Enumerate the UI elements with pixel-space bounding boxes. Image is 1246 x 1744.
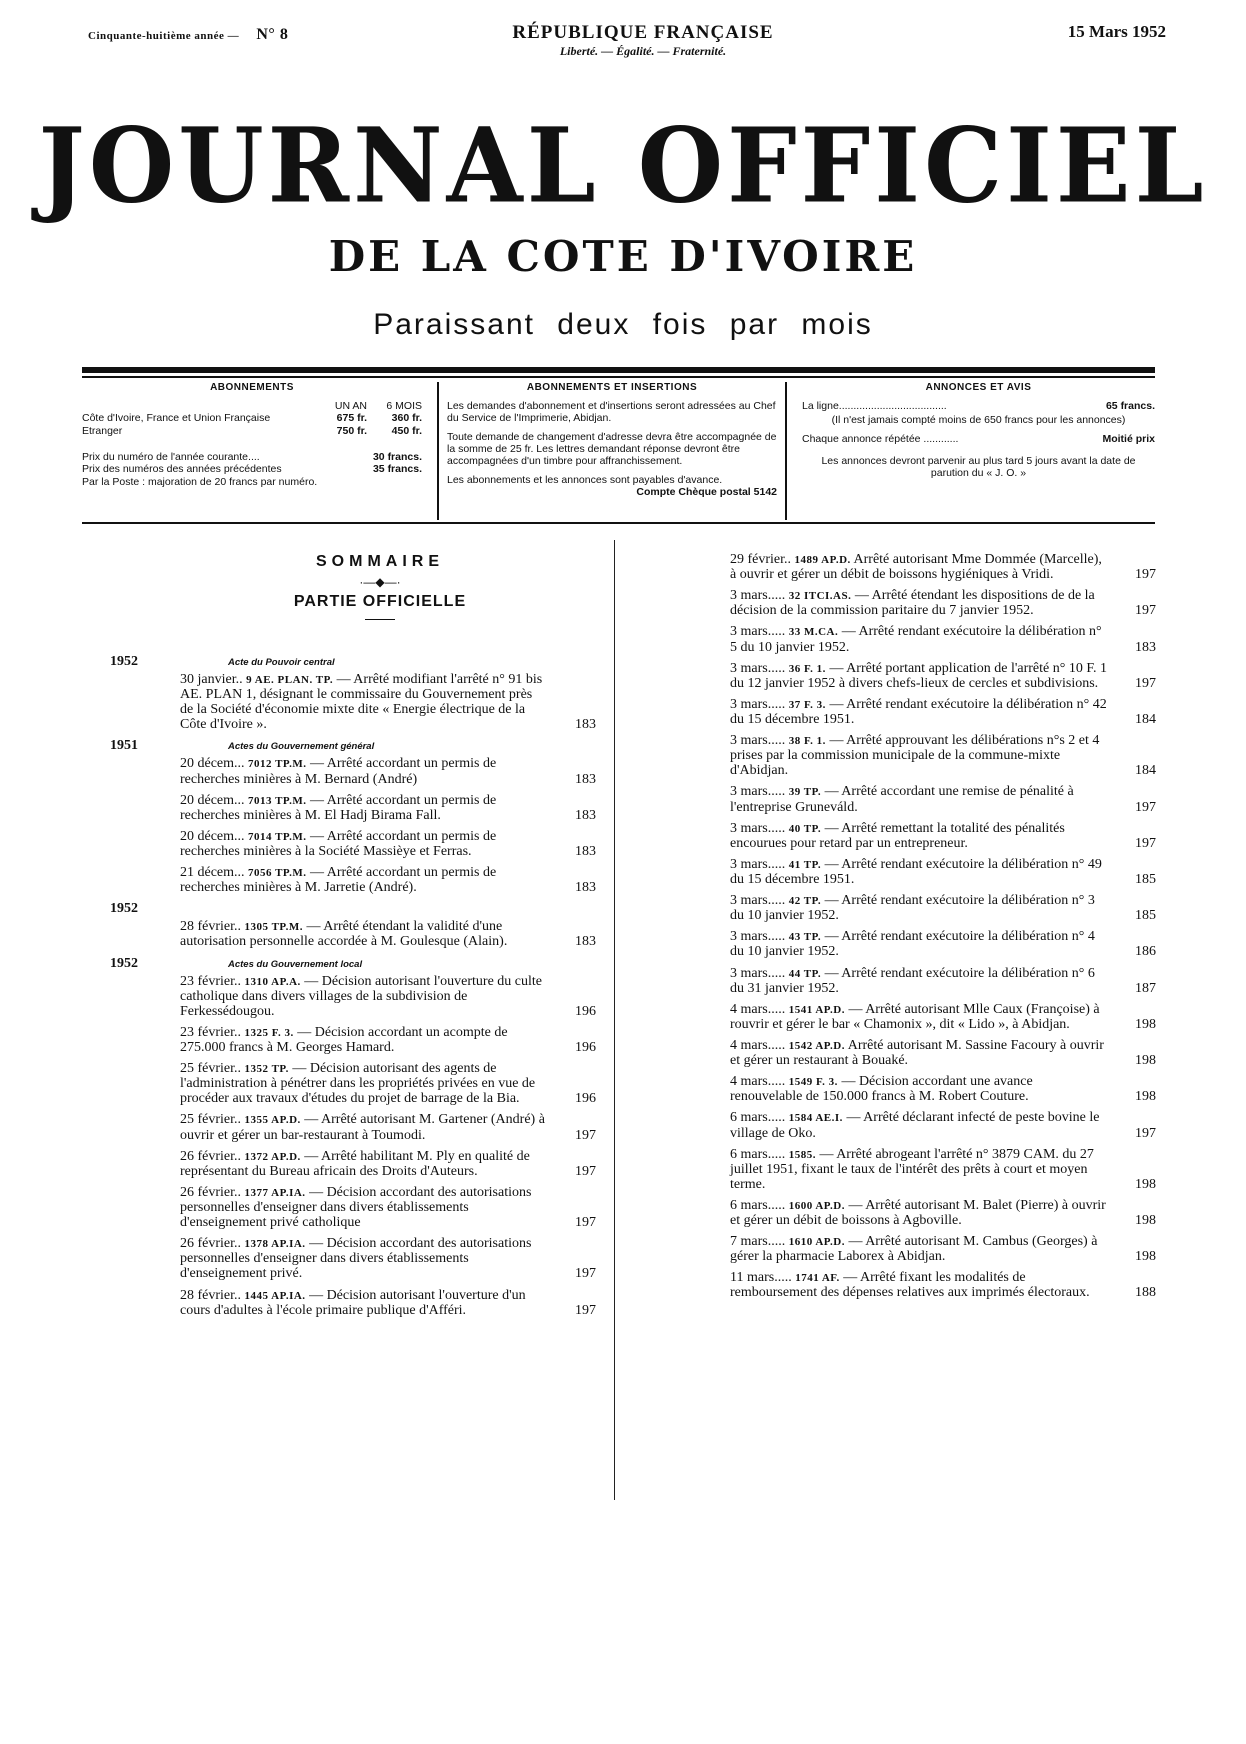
entry-description: — Arrêté habilitant M. Ply en qualité de représentant du Bureau africain des Droits d'Auteurs. xyxy=(180,1148,530,1179)
masthead-rule xyxy=(82,367,1155,373)
price-label: Par la Poste : majoration de 20 francs par numéro. xyxy=(82,475,318,488)
line-value: 65 francs. xyxy=(1105,399,1155,412)
sommaire-entry xyxy=(76,1025,596,1055)
entry-ref: 38 F. 1. xyxy=(788,735,826,748)
year-text: Cinquante-huitième année xyxy=(88,30,225,42)
entry-page: 197 xyxy=(575,1163,596,1179)
entry-ref: 37 F. 3. xyxy=(788,698,826,711)
entry-date: 20 décem... xyxy=(180,756,245,772)
entry-page: 197 xyxy=(1135,675,1156,691)
entry-date: 7 mars..... xyxy=(730,1234,786,1250)
entry-date: 4 mars..... xyxy=(730,1074,786,1090)
entry-text xyxy=(626,1110,1108,1140)
entry-date: 21 décem... xyxy=(180,865,245,881)
entry-ref: 1584 AE.I. xyxy=(788,1112,843,1125)
entry-page: 183 xyxy=(575,843,596,859)
entry-text xyxy=(76,672,548,732)
annonces-deadline: Les annonces devront parvenir au plus tard 5 jours avant la date de parution du « J. O. » xyxy=(821,454,1136,480)
entry-text xyxy=(76,1149,548,1179)
issue-date: 15 Mars 1952 xyxy=(1067,22,1166,41)
row-label: Côte d'Ivoire, France et Union Française xyxy=(82,412,271,425)
entry-description: — Arrêté modifiant l'arrêté n° 91 bis AE. PLAN 1, désignant le commissaire du Gouvernement près de la Société d'économie mixte dite « Energie électrique de la Côte d'Ivoire ». xyxy=(180,672,543,733)
entry-page: 185 xyxy=(1135,908,1156,924)
entry-page: 197 xyxy=(575,1215,596,1231)
entry-page: 197 xyxy=(575,1266,596,1282)
entry-page: 197 xyxy=(575,1302,596,1318)
entry-page: 183 xyxy=(575,807,596,823)
entry-description: — Décision accordant des autorisations personnelles d'enseigner dans divers établissements d'enseignement privé. xyxy=(180,1236,532,1282)
sommaire-entry xyxy=(626,697,1156,727)
insertions-p2: Toute demande de changement d'adresse devra être accompagnée de la somme de 25 fr. Les lettres demandant réponse devront être accompagnées d'un timbre pour affranchissement. xyxy=(447,430,777,468)
entry-ref: 36 F. 1. xyxy=(788,662,826,675)
entry-page: 196 xyxy=(575,1039,596,1055)
entry-text xyxy=(626,857,1108,887)
subscriptions-block xyxy=(82,382,1155,520)
journal-subtitle: DE LA COTE D'IVOIRE xyxy=(328,232,918,281)
entry-text xyxy=(76,919,548,949)
entry-date: 3 mars..... xyxy=(730,820,786,836)
entry-ref: 1377 AP.IA. xyxy=(244,1186,306,1199)
sommaire-entry xyxy=(626,552,1156,582)
annonces-box xyxy=(802,382,1155,520)
entry-ref: 1542 AP.D. xyxy=(788,1039,845,1052)
entry-page: 198 xyxy=(1135,1053,1156,1069)
sommaire-entry xyxy=(626,857,1156,887)
line-price xyxy=(802,400,1155,412)
sommaire-entry xyxy=(626,821,1156,851)
entry-ref: 40 TP. xyxy=(788,822,822,835)
sommaire-entry xyxy=(626,1074,1156,1104)
entry-date: 3 mars..... xyxy=(730,588,786,604)
year-label: 1952 xyxy=(110,654,138,669)
repeat-value: Moitié prix xyxy=(1102,432,1155,445)
entry-page: 196 xyxy=(575,1091,596,1107)
entry-date: 4 mars..... xyxy=(730,1037,786,1053)
sommaire-left-column xyxy=(76,650,596,1324)
entry-page: 198 xyxy=(1135,1176,1156,1192)
sommaire-entry xyxy=(76,1185,596,1230)
entry-description: — Arrêté rendant exécutoire la délibération n° 5 du 10 janvier 1952. xyxy=(730,624,1102,655)
entry-ref: 41 TP. xyxy=(788,858,822,871)
annonces-note: (Il n'est jamais compté moins de 650 francs pour les annonces) xyxy=(831,414,1126,427)
sommaire-rule xyxy=(365,619,395,620)
section-label: Acte du Pouvoir central xyxy=(228,657,335,668)
entry-description: — Arrêté étendant la validité d'une autorisation personnelle accordée à M. Goulesque (Alain). xyxy=(180,919,508,950)
entry-text xyxy=(76,793,548,823)
entry-ref: 1325 F. 3. xyxy=(244,1026,294,1039)
sommaire-entry xyxy=(76,793,596,823)
sommaire-entry xyxy=(626,1234,1156,1264)
entry-ref: 1378 AP.IA. xyxy=(244,1238,306,1251)
entry-description: — Arrêté accordant un permis de recherches minières à la Société Massièye et Ferras. xyxy=(180,828,497,859)
entry-date: 3 mars..... xyxy=(730,965,786,981)
section-label: Actes du Gouvernement local xyxy=(228,958,363,970)
entry-description: — Arrêté rendant exécutoire la délibération n° 42 du 15 décembre 1951. xyxy=(730,696,1107,727)
entry-text xyxy=(626,1198,1108,1228)
entry-text xyxy=(626,588,1108,618)
entry-date: 25 février.. xyxy=(180,1061,242,1077)
entry-description: — Arrêté autorisant M. Gartener (André) à ouvrir et gérer un bar-restaurant à Toumodi. xyxy=(180,1112,545,1143)
entry-date: 23 février.. xyxy=(180,1024,242,1040)
entry-date: 3 mars..... xyxy=(730,624,786,640)
partie-officielle: PARTIE OFFICIELLE xyxy=(293,593,467,610)
insertions-p3-text: Les abonnements et les annonces sont payables d'avance. xyxy=(447,473,723,486)
abonnements-heading: ABONNEMENTS xyxy=(210,382,294,393)
entry-page: 197 xyxy=(1135,799,1156,815)
sommaire-entry xyxy=(626,1002,1156,1032)
entry-ref: 1610 AP.D. xyxy=(788,1236,845,1249)
entry-text xyxy=(626,893,1108,923)
entry-page: 183 xyxy=(575,934,596,950)
entry-ref: 32 ITCI.AS. xyxy=(788,590,852,603)
entry-page: 183 xyxy=(1135,639,1156,655)
sommaire-entry xyxy=(76,829,596,859)
entry-date: 20 décem... xyxy=(180,828,245,844)
sommaire-entry xyxy=(76,865,596,895)
entry-page: 196 xyxy=(575,1003,596,1019)
entry-date: 25 février.. xyxy=(180,1112,242,1128)
entry-page: 183 xyxy=(575,771,596,787)
entry-text xyxy=(76,1288,548,1318)
insertions-box xyxy=(437,382,787,520)
price-line xyxy=(82,463,422,475)
entry-page: 184 xyxy=(1135,711,1156,727)
price-label: Prix du numéro de l'année courante.... xyxy=(82,450,260,463)
entry-description: Arrêté autorisant M. Sassine Facoury à ouvrir et gérer un restaurant à Bouaké. xyxy=(730,1037,1104,1069)
year-heading xyxy=(110,956,596,972)
annonces-heading: ANNONCES ET AVIS xyxy=(925,382,1032,393)
entry-text xyxy=(626,1074,1108,1104)
year-label: 1951 xyxy=(110,738,138,754)
year-label: 1952 xyxy=(110,955,138,971)
entry-date: 3 mars..... xyxy=(730,784,786,800)
separator: — xyxy=(227,30,240,42)
header-bar xyxy=(88,22,1166,62)
republic-block xyxy=(468,22,818,59)
sommaire-entry xyxy=(76,1236,596,1281)
journal-tagline: Paraissant deux fois par mois xyxy=(373,308,873,341)
postal-account: Compte Chèque postal 5142 xyxy=(636,486,777,499)
entry-description: — Arrêté fixant les modalités de remboursement des dépenses relatives aux imprimés électoraux. xyxy=(730,1270,1090,1301)
sommaire-entry xyxy=(626,1147,1156,1192)
entry-page: 197 xyxy=(1135,1125,1156,1141)
col-six: 6 MOIS xyxy=(386,399,422,412)
sommaire-entry xyxy=(626,733,1156,778)
entry-text xyxy=(626,929,1108,959)
entry-text xyxy=(626,966,1108,996)
entry-ref: 42 TP. xyxy=(788,895,822,908)
entry-ref: 1549 F. 3. xyxy=(788,1076,838,1089)
entry-date: 6 mars..... xyxy=(730,1110,786,1126)
entry-description: — Arrêté accordant un permis de recherches minières à M. El Hadj Birama Fall. xyxy=(180,792,497,823)
entry-ref: 1489 AP.D. xyxy=(794,554,851,566)
entry-text xyxy=(626,821,1108,851)
column-divider xyxy=(614,540,615,1500)
entry-description: — Arrêté rendant exécutoire la délibération n° 6 du 31 janvier 1952. xyxy=(730,965,1095,996)
entry-ref: 1310 AP.A. xyxy=(244,975,301,988)
entry-date: 23 février.. xyxy=(180,973,242,989)
entry-ref: 1352 TP. xyxy=(244,1063,289,1076)
entry-text xyxy=(76,1185,548,1230)
entry-description: — Arrêté autorisant M. Balet (Pierre) à ouvrir et gérer un débit de boissons à Agboville. xyxy=(730,1197,1106,1229)
entry-description: — Arrêté rendant exécutoire la délibération n° 49 du 15 décembre 1951. xyxy=(730,856,1102,887)
sommaire-entry xyxy=(626,929,1156,959)
sommaire-entry xyxy=(76,919,596,949)
sommaire-entry xyxy=(76,756,596,786)
sommaire-entry xyxy=(76,1288,596,1318)
sommaire-entry xyxy=(626,784,1156,814)
entry-text xyxy=(626,733,1108,778)
entry-ref: 1585. xyxy=(788,1148,816,1161)
journal-title: JOURNAL OFFICIEL xyxy=(38,106,1208,227)
entry-date: 28 février.. xyxy=(180,1287,242,1303)
entry-description: — Arrêté déclarant infecté de peste bovine le village de Oko. xyxy=(730,1110,1100,1141)
entry-ref: 9 AE. PLAN. TP. xyxy=(246,674,334,686)
entry-page: 183 xyxy=(575,717,596,733)
entry-description: Arrêté autorisant Mme Dommée (Marcelle), à ouvrir et gérer un débit de boissons hygiéniques à Vridi. xyxy=(730,552,1102,583)
entry-description: — Décision accordant une avance renouvelable de 150.000 francs à M. Robert Couture. xyxy=(730,1074,1033,1105)
entry-description: — Arrêté étendant les dispositions de de la décision de la commission paritaire du 7 janvier 1952. xyxy=(730,588,1095,619)
price-label: Prix des numéros des années précédentes xyxy=(82,463,282,476)
sommaire-entry xyxy=(626,661,1156,691)
sommaire-entry xyxy=(626,624,1156,654)
repeat-label: Chaque annonce répétée ............ xyxy=(802,432,959,445)
entry-text xyxy=(76,1236,548,1281)
entry-ref: 1305 TP.M. xyxy=(244,921,304,934)
entry-text xyxy=(626,1038,1108,1068)
entry-description: — Décision autorisant des agents de l'administration à pénétrer dans les propriétés privées en vue de procéder aux travaux d'études du projet de barrage de la Bia. xyxy=(180,1061,536,1107)
repeat-price xyxy=(802,433,1155,445)
entry-page: 183 xyxy=(575,880,596,896)
entry-text xyxy=(626,784,1108,814)
entry-description: — Décision accordant des autorisations personnelles d'enseigner dans divers établissements d'enseignement privé catholique xyxy=(180,1184,532,1231)
sommaire-entry xyxy=(76,1061,596,1106)
entry-date: 26 février.. xyxy=(180,1236,242,1252)
entry-date: 3 mars..... xyxy=(730,660,786,676)
sommaire-heading xyxy=(180,553,580,620)
sommaire-entry xyxy=(76,672,596,732)
entry-page: 187 xyxy=(1135,980,1156,996)
sommaire-entry xyxy=(626,966,1156,996)
entry-ref: 1355 AP.D. xyxy=(244,1114,301,1127)
subscriptions-rule xyxy=(82,522,1155,524)
entry-date: 26 février.. xyxy=(180,1184,242,1200)
insertions-p1: Les demandes d'abonnement et d'insertions seront adressées au Chef du Service de l'Imprimerie, Abidjan. xyxy=(447,399,776,425)
entry-text xyxy=(626,624,1108,654)
masthead-rule-thin xyxy=(82,376,1155,378)
entry-text xyxy=(626,1234,1108,1264)
year-label: 1952 xyxy=(110,901,138,917)
entry-page: 188 xyxy=(1135,1285,1156,1301)
entry-description: — Arrêté rendant exécutoire la délibération n° 4 du 10 janvier 1952. xyxy=(730,929,1095,960)
entry-description: — Arrêté portant application de l'arrêté n° 10 F. 1 du 12 janvier 1952 à divers chefs-lieux de cercles et subdivisions. xyxy=(730,660,1108,691)
insertions-heading: ABONNEMENTS ET INSERTIONS xyxy=(526,382,698,393)
entry-page: 186 xyxy=(1135,944,1156,960)
entry-text xyxy=(626,552,1108,582)
entry-ref: 43 TP. xyxy=(788,931,822,944)
entry-page: 198 xyxy=(1135,1249,1156,1265)
col-year: UN AN xyxy=(334,399,367,412)
entry-description: — Décision autorisant l'ouverture du culte catholique dans divers villages de la subdivision de Ferkessédougou. xyxy=(180,973,543,1019)
entry-description: — Décision accordant un acompte de 275.000 francs à M. Georges Hamard. xyxy=(180,1024,508,1055)
entry-description: — Arrêté autorisant Mlle Caux (Françoise) à rouvrir et gérer le bar « Chamonix », dit « Lido », à Abidjan. xyxy=(730,1001,1100,1032)
entry-text xyxy=(626,1147,1108,1192)
entry-date: 3 mars..... xyxy=(730,733,786,749)
entry-ref: 1445 AP.IA. xyxy=(244,1289,306,1302)
entry-description: — Arrêté autorisant M. Cambus (Georges) à gérer la pharmacie Laborex à Abidjan. xyxy=(730,1234,1098,1265)
entry-text xyxy=(626,661,1108,691)
entry-ref: 7014 TP.M. xyxy=(248,830,307,843)
entry-date: 26 février.. xyxy=(180,1148,242,1164)
entry-text xyxy=(626,697,1108,727)
entry-date: 28 février.. xyxy=(180,919,242,935)
entry-text xyxy=(76,829,548,859)
entry-ref: 1372 AP.D. xyxy=(244,1150,301,1163)
entry-date: 6 mars..... xyxy=(730,1146,786,1162)
motto: Liberté. — Égalité. — Fraternité. xyxy=(559,44,727,58)
row-year: 675 fr. xyxy=(336,412,367,425)
entry-text xyxy=(76,756,548,786)
entry-ref: 1600 AP.D. xyxy=(788,1199,845,1212)
entry-description: — Arrêté rendant exécutoire la délibération n° 3 du 10 janvier 1952. xyxy=(730,893,1095,924)
entry-description: — Arrêté approuvant les délibérations n°s 2 et 4 prises par la commission municipale de la commune-mixte d'Abidjan. xyxy=(730,733,1100,779)
sommaire-title: SOMMAIRE xyxy=(316,553,444,570)
line-label: La ligne..................................... xyxy=(802,399,947,412)
entry-page: 198 xyxy=(1135,1213,1156,1229)
entry-text xyxy=(76,1112,548,1142)
entry-text xyxy=(626,1002,1108,1032)
entry-ref: 44 TP. xyxy=(788,967,822,980)
entry-date: 4 mars..... xyxy=(730,1001,786,1017)
entry-ref: 1541 AP.D. xyxy=(788,1003,845,1016)
entry-description: — Arrêté accordant une remise de pénalité à l'entreprise Gruneváld. xyxy=(730,784,1074,815)
row-six: 360 fr. xyxy=(391,412,422,425)
sommaire-entry xyxy=(76,1149,596,1179)
entry-text xyxy=(76,1061,548,1106)
entry-description: — Arrêté accordant un permis de recherches minières à M. Bernard (André) xyxy=(180,756,497,787)
ornament-icon: ·—◆—· xyxy=(359,575,401,589)
price-value: 35 francs. xyxy=(372,463,422,476)
entry-page: 197 xyxy=(575,1127,596,1143)
republic-title: RÉPUBLIQUE FRANÇAISE xyxy=(512,22,774,43)
year-heading xyxy=(110,901,596,917)
row-six: 450 fr. xyxy=(391,424,422,437)
entry-text xyxy=(76,865,548,895)
entry-description: — Décision autorisant l'ouverture d'un cours d'adultes à l'école primaire publique d'Afféri. xyxy=(180,1287,526,1318)
year-label xyxy=(88,26,288,44)
abonnements-box xyxy=(82,382,422,520)
sommaire-entry xyxy=(76,974,596,1019)
entry-text xyxy=(76,974,548,1019)
sommaire-entry xyxy=(626,1198,1156,1228)
entry-text xyxy=(626,1270,1108,1300)
entry-ref: 33 M.CA. xyxy=(788,626,839,639)
insertions-p3 xyxy=(447,473,777,499)
entry-description: — Arrêté accordant un permis de recherches minières à M. Jarretie (André). xyxy=(180,865,497,896)
entry-page: 197 xyxy=(1135,835,1156,851)
sommaire-entry xyxy=(626,893,1156,923)
entry-page: 184 xyxy=(1135,763,1156,779)
entry-date: 3 mars..... xyxy=(730,696,786,712)
entry-ref: 1741 AF. xyxy=(795,1272,840,1285)
entry-text xyxy=(76,1025,548,1055)
price-value: 30 francs. xyxy=(372,450,422,463)
entry-date: 3 mars..... xyxy=(730,929,786,945)
sommaire-entry xyxy=(626,1038,1156,1068)
entry-page: 197 xyxy=(1135,567,1156,583)
entry-page: 185 xyxy=(1135,871,1156,887)
entry-date: 3 mars..... xyxy=(730,893,786,909)
entry-ref: 7012 TP.M. xyxy=(248,758,307,771)
row-label: Etranger xyxy=(82,424,123,437)
issue-number: N° 8 xyxy=(256,26,289,43)
entry-date: 6 mars..... xyxy=(730,1197,786,1213)
abonnements-table xyxy=(82,400,422,437)
price-line xyxy=(82,451,422,463)
sommaire-entry xyxy=(76,1112,596,1142)
entry-description: — Arrêté abrogeant l'arrêté n° 3879 CAM. du 27 juillet 1951, fixant le taux de l'intérêt des prêts à court et moyen terme. xyxy=(730,1146,1094,1192)
entry-ref: 7056 TP.M. xyxy=(248,867,307,880)
row-year: 750 fr. xyxy=(336,424,367,437)
sommaire-entry xyxy=(626,1110,1156,1140)
entry-page: 198 xyxy=(1135,1016,1156,1032)
year-heading xyxy=(110,654,596,670)
section-label: Actes du Gouvernement général xyxy=(228,741,375,753)
entry-description: — Arrêté remettant la totalité des pénalités encourues pour retard par un entrepreneur. xyxy=(730,820,1065,851)
entry-ref: 39 TP. xyxy=(788,786,822,799)
entry-date: 11 mars..... xyxy=(730,1270,792,1286)
year-heading xyxy=(110,738,596,754)
sommaire-right-column xyxy=(626,552,1156,1307)
entry-page: 198 xyxy=(1135,1089,1156,1105)
price-line xyxy=(82,476,422,488)
entry-date: 3 mars..... xyxy=(730,856,786,872)
sommaire-entry xyxy=(626,1270,1156,1300)
sommaire-entry xyxy=(626,588,1156,618)
entry-date: 20 décem... xyxy=(180,792,245,808)
entry-date: 30 janvier.. xyxy=(180,672,243,687)
entry-page: 197 xyxy=(1135,603,1156,619)
entry-date: 29 février.. xyxy=(730,552,792,567)
entry-ref: 7013 TP.M. xyxy=(248,794,307,807)
